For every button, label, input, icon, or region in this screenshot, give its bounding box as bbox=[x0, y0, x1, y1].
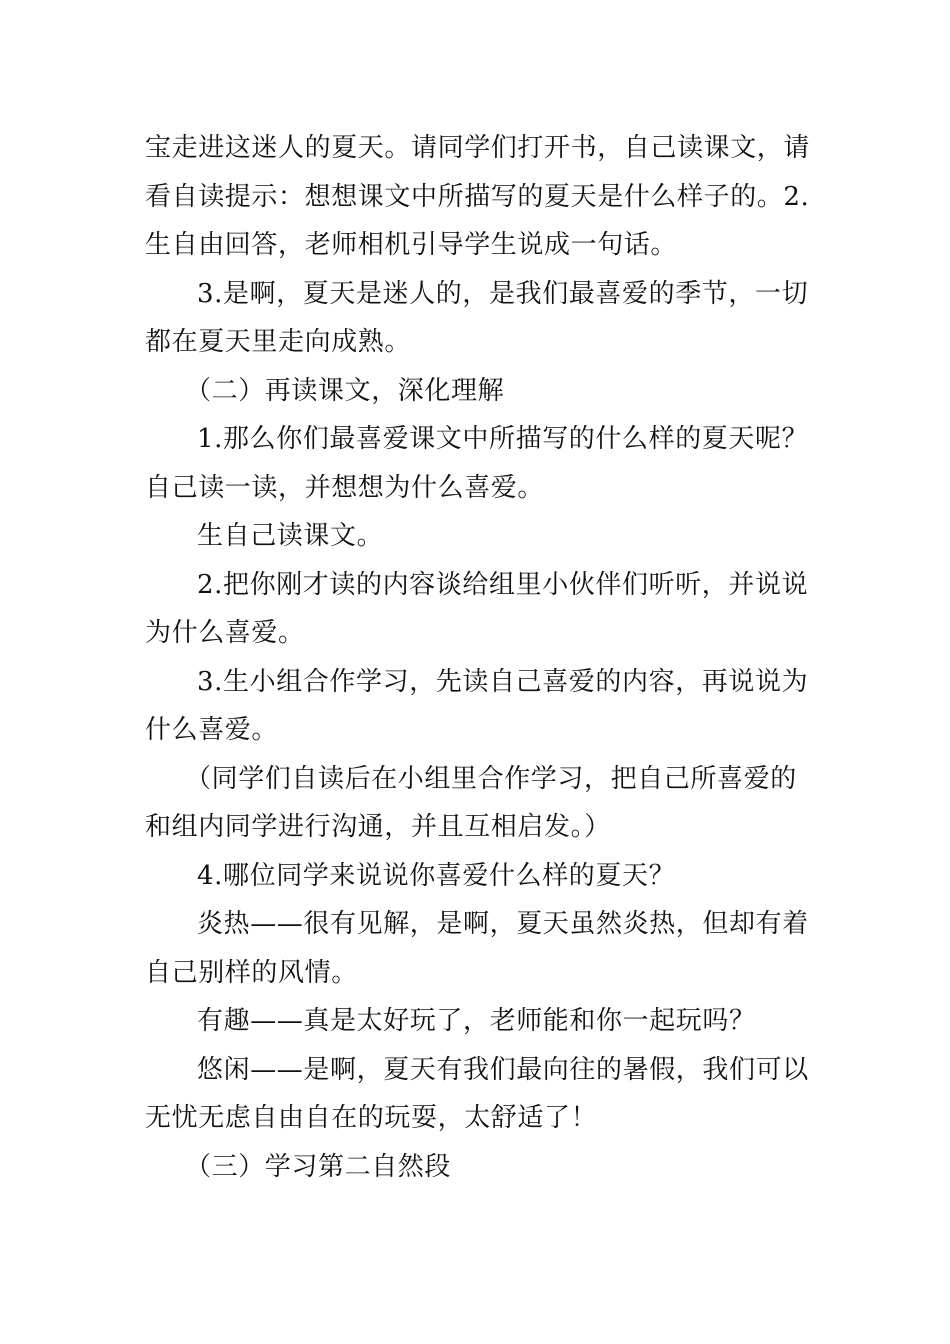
text-line: 宝走进这迷人的夏天。请同学们打开书，自己读课文，请 bbox=[145, 133, 811, 163]
text-line: 看自读提示：想想课文中所描写的夏天是什么样子的。2. bbox=[145, 181, 810, 212]
section-heading: （三）学习第二自然段 bbox=[185, 1151, 452, 1182]
text-line: 什么喜爱。 bbox=[145, 715, 279, 745]
text-line: （同学们自读后在小组里合作学习，把自己所喜爱的 bbox=[185, 763, 797, 794]
text-line: 有趣——真是太好玩了，老师能和你一起玩吗？ bbox=[197, 1006, 756, 1036]
text-line: 悠闲——是啊，夏天有我们最向往的暑假，我们可以 bbox=[197, 1054, 809, 1085]
text-line: 自己别样的风情。 bbox=[145, 957, 358, 988]
text-line: 为什么喜爱。 bbox=[145, 618, 305, 648]
text-line: 4.哪位同学来说说你喜爱什么样的夏天？ bbox=[197, 860, 676, 891]
text-line: 2.把你刚才读的内容谈给组里小伙伴们听听，并说说 bbox=[197, 569, 809, 600]
text-line: 生自己读课文。 bbox=[197, 521, 384, 551]
text-line: 都在夏天里走向成熟。 bbox=[145, 327, 412, 357]
text-line: 3.生小组合作学习，先读自己喜爱的内容，再说说为 bbox=[197, 666, 809, 697]
text-line: 1.那么你们最喜爱课文中所描写的什么样的夏天呢？ bbox=[197, 424, 809, 454]
text-line: 自己读一读，并想想为什么喜爱。 bbox=[145, 472, 545, 503]
text-line: 3.是啊，夏天是迷人的，是我们最喜爱的季节，一切 bbox=[197, 278, 809, 309]
section-heading: （二）再读课文，深化理解 bbox=[185, 375, 505, 406]
text-line: 和组内同学进行沟通，并且互相启发。） bbox=[145, 812, 611, 842]
document-body bbox=[145, 124, 810, 1191]
text-line: 生自由回答，老师相机引导学生说成一句话。 bbox=[145, 230, 678, 260]
text-line: 炎热——很有见解，是啊，夏天虽然炎热，但却有着 bbox=[197, 909, 809, 939]
text-line: 无忧无虑自由自在的玩耍，太舒适了！ bbox=[145, 1103, 598, 1133]
